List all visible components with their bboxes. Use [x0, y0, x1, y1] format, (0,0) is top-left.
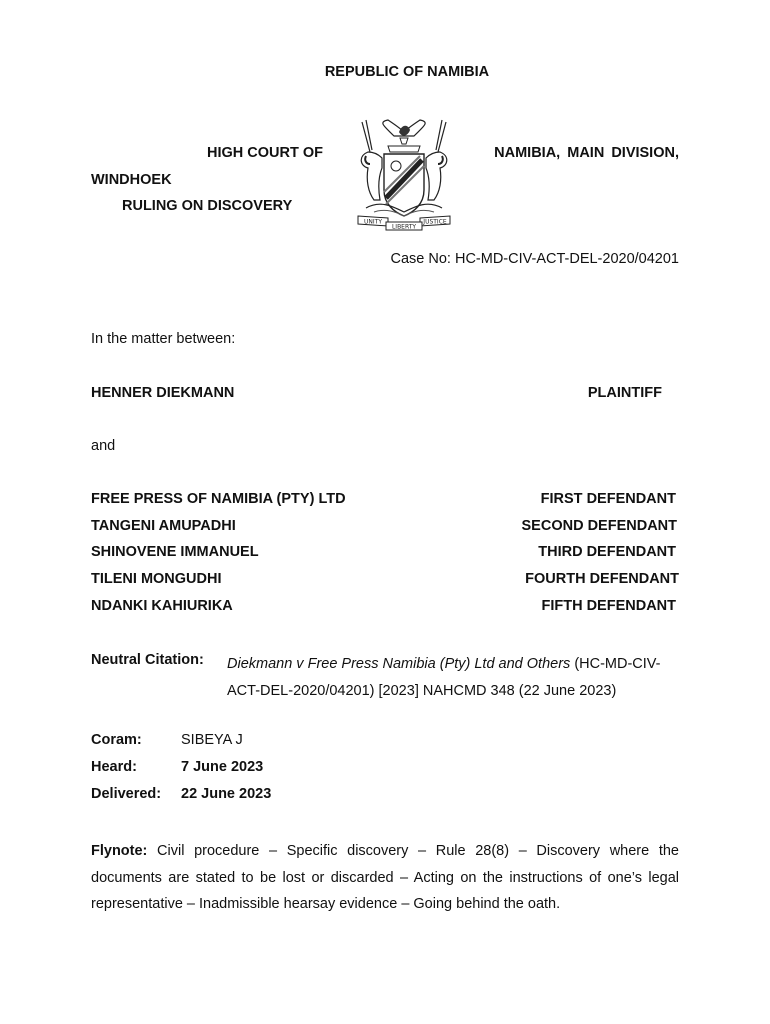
defendant-role: THIRD DEFENDANT [538, 544, 676, 560]
defendant-name: TANGENI AMUPADHI [91, 518, 236, 534]
delivered-value: 22 June 2023 [181, 786, 272, 802]
court-name-right: NAMIBIA, MAIN DIVISION, [494, 145, 679, 161]
motto-liberty: LIBERTY [391, 223, 417, 231]
citation-label: Neutral Citation: [91, 652, 204, 668]
defendant-name: FREE PRESS OF NAMIBIA (PTY) LTD [91, 491, 346, 507]
court-name-left: HIGH COURT OF [207, 145, 323, 161]
defendant-name: TILENI MONGUDHI [91, 571, 222, 587]
plaintiff-name: HENNER DIEKMANN [91, 385, 235, 401]
ruling-type: RULING ON DISCOVERY [122, 198, 293, 214]
republic-heading: REPUBLIC OF NAMIBIA [324, 64, 490, 80]
court-city: WINDHOEK [91, 172, 172, 188]
namibia-coat-of-arms-icon [344, 108, 464, 232]
flynote-paragraph [91, 838, 679, 918]
plaintiff-role: PLAINTIFF [587, 385, 662, 401]
defendant-role: FIRST DEFENDANT [540, 491, 676, 507]
motto-unity: UNITY [364, 218, 382, 226]
citation-reference: (HC-MD-CIV-ACT-DEL-2020/04201) [2023] NAHCMD 348 (22 June 2023) [227, 656, 661, 699]
citation-text [227, 651, 679, 704]
flynote-label: Flynote: [91, 843, 148, 859]
coram-value: SIBEYA J [181, 732, 243, 748]
defendant-name: NDANKI KAHIURIKA [91, 598, 233, 614]
citation-case-name: Diekmann v Free Press Namibia (Pty) Ltd and Others [227, 656, 571, 672]
defendant-role: FIFTH DEFENDANT [541, 598, 676, 614]
flynote-text: Civil procedure – Specific discovery – Rule 28(8) – Discovery where the documents are stated to be lost or discarded – Acting on the instructions of one’s legal representative – Inadmissible hearsay evidence – Going behind the oath. [91, 843, 679, 912]
heard-label: Heard: [91, 759, 137, 775]
defendant-name: SHINOVENE IMMANUEL [91, 544, 259, 560]
defendant-role: FOURTH DEFENDANT [525, 571, 679, 587]
delivered-label: Delivered: [91, 786, 162, 802]
coram-label: Coram: [91, 732, 142, 748]
heard-value: 7 June 2023 [181, 759, 264, 775]
motto-justice: JUSTICE [423, 218, 447, 226]
defendant-role: SECOND DEFENDANT [521, 518, 677, 534]
case-number: Case No: HC-MD-CIV-ACT-DEL-2020/04201 [390, 251, 679, 267]
parties-conjunction: and [91, 438, 116, 454]
parties-intro: In the matter between: [91, 331, 236, 347]
